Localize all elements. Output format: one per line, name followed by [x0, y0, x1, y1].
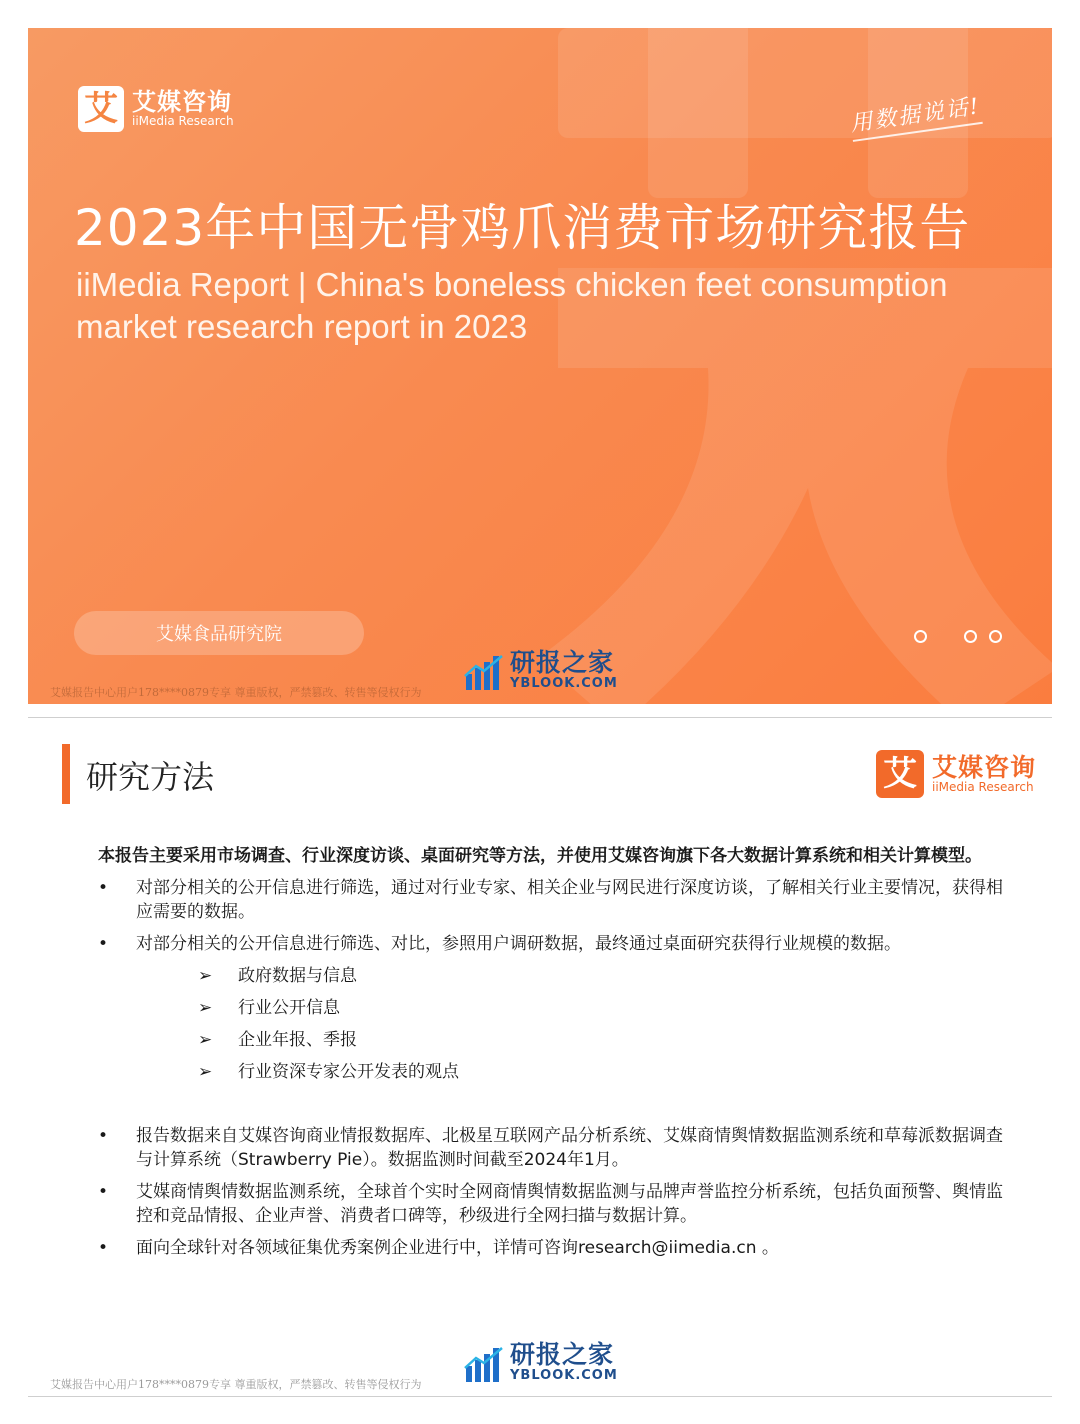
background-logo-glyph [498, 28, 1052, 704]
logo-name-en: iiMedia Research [132, 114, 234, 129]
page-separator [28, 717, 1052, 718]
dot-icon [914, 630, 927, 643]
copyright-notice: 艾媒报告中心用户178****0879专享 尊重版权，严禁篡改、转售等侵权行为 [50, 686, 422, 699]
list-item [98, 932, 1018, 956]
arrow-bullet-icon: ➢ [198, 1030, 213, 1050]
list-item-text: 对部分相关的公开信息进行筛选、对比，参照用户调研数据，最终通过桌面研究获得行业规模的数据。 [136, 934, 901, 954]
source-item [198, 1060, 1018, 1084]
source-item [198, 964, 1018, 988]
iimedia-logo [876, 750, 1036, 798]
list-item [98, 1180, 1018, 1228]
source-item-text: 行业资深专家公开发表的观点 [238, 1062, 459, 1082]
source-item-text: 政府数据与信息 [238, 966, 357, 986]
list-item [98, 1124, 1018, 1172]
institute-badge: 艾媒食品研究院 [74, 611, 364, 655]
slogan: 用数据说话! [848, 89, 982, 142]
arrow-bullet-icon: ➢ [198, 1062, 213, 1082]
dot-icon [964, 630, 977, 643]
dot-icon [989, 630, 1002, 643]
bullet-icon: • [98, 1182, 109, 1202]
research-method-slide [28, 720, 1052, 1396]
intro-paragraph: 本报告主要采用市场调查、行业深度访谈、桌面研究等方法，并使用艾媒咨询旗下各大数据计算系统和相关计算模型。 [98, 846, 982, 866]
method-content [98, 844, 1018, 1268]
source-item-text: 行业公开信息 [238, 998, 340, 1018]
logo-name-cn: 艾媒咨询 [932, 752, 1037, 782]
bullet-icon: • [98, 1126, 109, 1146]
yblook-watermark [464, 1342, 618, 1382]
page-separator [28, 1396, 1052, 1397]
iimedia-logo-icon: 艾 [78, 86, 124, 132]
bullet-icon: • [98, 1238, 109, 1258]
source-item [198, 996, 1018, 1020]
copyright-notice: 艾媒报告中心用户178****0879专享 尊重版权，严禁篡改、转售等侵权行为 [50, 1378, 422, 1391]
yblook-name-cn: 研报之家 [510, 1340, 615, 1369]
list-item-text: 对部分相关的公开信息进行筛选，通过对行业专家、相关企业与网民进行深度访谈，了解相关行业主要情况，获得相应需要的数据。 [136, 878, 1003, 922]
iimedia-logo [78, 86, 234, 132]
yblook-name-cn: 研报之家 [510, 648, 615, 677]
yblook-name-en: YBLOOK.COM [510, 1368, 618, 1383]
logo-name-cn: 艾媒咨询 [132, 88, 232, 117]
report-title-en: iiMedia Report | China's boneless chicken feet consumption market research report in 2023 [76, 266, 948, 345]
report-title-cn: 2023年中国无骨鸡爪消费市场研究报告 [74, 199, 971, 257]
list-item-text: 面向全球针对各领域征集优秀案例企业进行中，详情可咨询research@iimedia.cn 。 [136, 1238, 779, 1258]
cover-slide [28, 28, 1052, 704]
arrow-bullet-icon: ➢ [198, 966, 213, 986]
list-item [98, 1236, 1018, 1260]
logo-name-en: iiMedia Research [932, 779, 1034, 794]
list-item [98, 876, 1018, 924]
title-accent-bar [62, 744, 70, 804]
bullet-icon: • [98, 934, 109, 954]
bar-chart-logo-icon [464, 1346, 504, 1382]
iimedia-logo-icon: 艾 [876, 750, 924, 798]
yblook-watermark [464, 650, 618, 690]
yblook-name-en: YBLOOK.COM [510, 676, 618, 691]
bar-chart-logo-icon [464, 654, 504, 690]
source-item [198, 1028, 1018, 1052]
list-item-text: 艾媒商情舆情数据监测系统，全球首个实时全网商情舆情数据监测与品牌声誉监控分析系统，包括负面预警、舆情监控和竞品情报、企业声誉、消费者口碑等，秒级进行全网扫描与数据计算。 [136, 1182, 1003, 1226]
bullet-icon: • [98, 878, 109, 898]
arrow-bullet-icon: ➢ [198, 998, 213, 1018]
source-item-text: 企业年报、季报 [238, 1030, 357, 1050]
page-title: 研究方法 [86, 758, 215, 796]
list-item-text: 报告数据来自艾媒咨询商业情报数据库、北极星互联网产品分析系统、艾媒商情舆情数据监测系统和草莓派数据调查与计算系统（Strawberry Pie）。数据监测时间截至2024年1月。 [136, 1126, 1003, 1170]
source-list [198, 964, 1018, 1084]
